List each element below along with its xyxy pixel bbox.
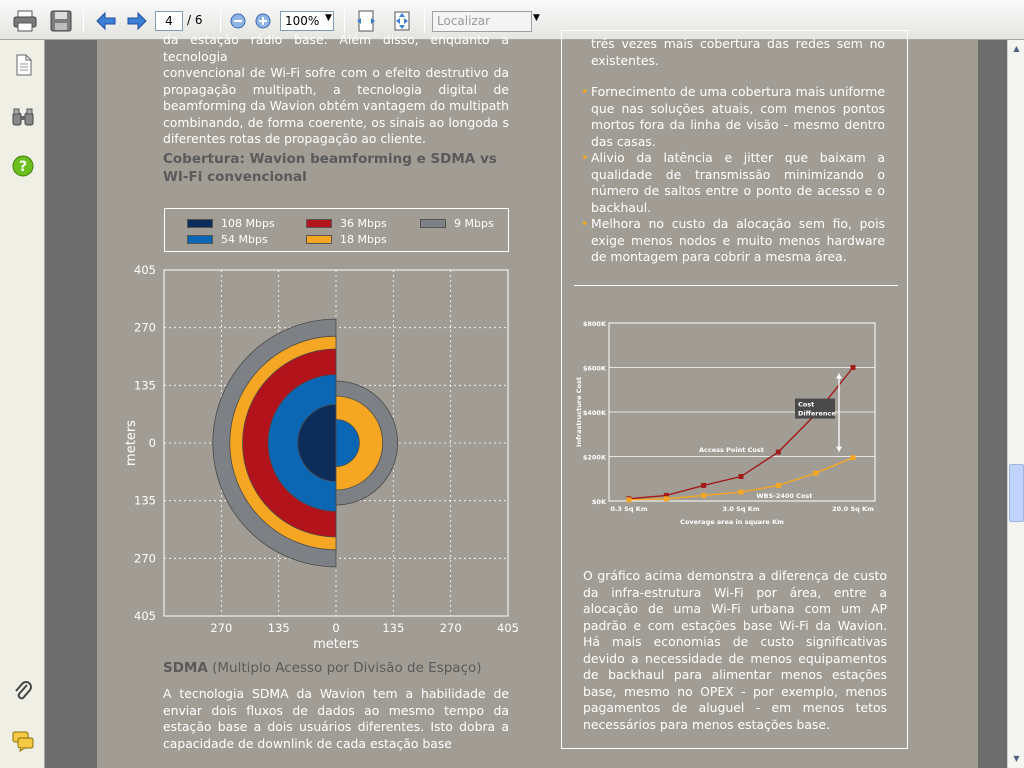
cost-y-tick-label: $800K — [582, 320, 606, 328]
y-tick-label: 270 — [134, 551, 156, 566]
fit-page-icon[interactable] — [389, 8, 415, 34]
arrow-head-bottom-icon — [836, 447, 842, 452]
coverage-rings — [213, 319, 398, 567]
bullet-dot-icon: • — [581, 216, 589, 231]
x-tick-label: 135 — [382, 621, 405, 635]
legend-swatch-18 — [306, 235, 332, 244]
search-input[interactable]: Localizar — [432, 11, 532, 32]
intro-rest: convencional de Wi-Fi sofre com o efeito destrutivo da propagação multipath, a tecnologia digital de beamforming da Wavion obtém vantagem do multipath combinando, de forma coerente, os sinais ao longoda s diferentes rotas de propagação ao cliente. — [163, 65, 509, 146]
cost-point — [739, 490, 744, 495]
cost-x-tick-label: 3.0 Sq Km — [722, 505, 760, 513]
top-line: três vezes mais cobertura das redes sem no existentes. — [591, 36, 885, 68]
bullet-text: Fornecimento de uma cobertura mais uniforme que nas soluções atuais, com menos pontos mortos fora da linha de visão - mesmo dentro das casas. — [591, 84, 885, 149]
search-binoculars-icon[interactable] — [10, 104, 36, 130]
x-tick-label: 405 — [497, 621, 519, 635]
page-number-input[interactable]: 4 — [155, 11, 183, 31]
y-tick-label: 0 — [148, 436, 156, 450]
intro-line: da estação rádio base. Além disso, enquanto a tecnologia — [163, 32, 509, 64]
legend-item — [420, 217, 494, 230]
cost-difference-label: Cost — [798, 400, 815, 409]
search-dropdown-icon[interactable]: ▼ — [533, 13, 540, 23]
bullet-item — [581, 150, 885, 216]
sdma-heading-bold: SDMA — [163, 660, 208, 676]
zoom-level-select[interactable]: 100% — [280, 11, 334, 31]
cost-x-axis-label: Coverage area in square Km — [680, 518, 784, 526]
legend-item — [187, 217, 275, 230]
y-tick-label: 135 — [134, 378, 156, 393]
document-background-right — [978, 40, 1007, 768]
access-point-cost-label: Access Point Cost — [699, 445, 764, 454]
bullet-dot-icon: • — [581, 150, 589, 165]
help-icon[interactable] — [10, 153, 36, 179]
cost-point — [776, 450, 781, 455]
document-background-left — [45, 40, 97, 768]
save-icon[interactable] — [48, 8, 74, 34]
intro-paragraph — [163, 32, 509, 148]
legend-item — [306, 233, 387, 246]
cost-labels — [575, 320, 874, 526]
bullet-dot-icon: • — [581, 84, 589, 99]
cost-y-axis-label: Infrastructure Cost — [575, 377, 583, 447]
bullet-text: Melhora no custo da alocação sem fio, pois exige menos nodos e muito menos hardware de montagem para cobrir a mesma área. — [591, 216, 885, 264]
cost-point — [851, 365, 856, 370]
bullet-item — [581, 84, 885, 150]
next-page-icon[interactable] — [124, 8, 150, 34]
pages-icon[interactable] — [10, 52, 36, 78]
vertical-scrollbar[interactable] — [1007, 40, 1024, 768]
cost-difference-label: Difference — [798, 409, 836, 418]
x-axis-label: meters — [313, 637, 359, 652]
y-tick-label: 405 — [134, 263, 156, 277]
attachment-icon[interactable] — [10, 678, 36, 704]
legend-label: 18 Mbps — [340, 233, 387, 246]
y-tick-label: 405 — [134, 609, 156, 623]
y-axis-label: meters — [124, 420, 139, 466]
cost-point — [739, 474, 744, 479]
fit-width-icon[interactable] — [353, 8, 379, 34]
coverage-chart — [124, 262, 527, 652]
cost-y-tick-label: $400K — [582, 409, 606, 417]
previous-page-icon[interactable] — [93, 8, 119, 34]
sdma-paragraph: A tecnologia SDMA da Wavion tem a habilidade de enviar dois fluxos de dados ao mesmo tempo da estação base a dois usuários diferentes. Isto dobra a capacidade de downlink de cada estação base — [163, 686, 509, 751]
scrollbar-thumb[interactable] — [1009, 464, 1024, 522]
cost-point — [776, 483, 781, 488]
zoom-in-icon[interactable] — [250, 8, 276, 34]
legend-item — [187, 233, 268, 246]
legend-swatch-54 — [187, 235, 213, 244]
sdma-heading — [163, 660, 482, 676]
zoom-out-icon[interactable] — [225, 8, 251, 34]
legend-swatch-108 — [187, 219, 213, 228]
legend-swatch-36 — [306, 219, 332, 228]
legend-item — [306, 217, 387, 230]
cost-y-tick-label: $0K — [591, 498, 606, 506]
legend-label: 108 Mbps — [221, 217, 275, 230]
page-total: / 6 — [187, 13, 203, 27]
comments-icon[interactable] — [10, 728, 36, 754]
wbs-cost-label: WBS-2400 Cost — [756, 492, 813, 500]
scroll-down-icon[interactable]: ▼ — [1013, 754, 1020, 763]
x-tick-label: 270 — [210, 621, 233, 635]
bullet-text: Alivio da latência e jitter que baixam a qualidade de transmissão minimizando o número de saltos entre o ponto de acesso e o backhaul. — [591, 150, 885, 215]
svg-text:?: ? — [18, 159, 28, 175]
legend-label: 9 Mbps — [454, 217, 494, 230]
coverage-legend — [164, 208, 509, 252]
y-tick-label: 135 — [134, 493, 156, 508]
cost-point — [627, 497, 632, 502]
y-tick-label: 270 — [134, 320, 156, 335]
cost-x-tick-label: 20.0 Sq Km — [832, 505, 874, 513]
cost-point — [664, 496, 669, 501]
cost-x-tick-label: 0.3 Sq Km — [610, 505, 648, 513]
sdma-heading-rest: (Multiplo Acesso por Divisão de Espaço) — [207, 660, 482, 676]
document-page — [97, 32, 978, 768]
x-tick-label: 270 — [439, 621, 462, 635]
cost-point — [701, 483, 706, 488]
cost-point — [701, 493, 706, 498]
x-tick-label: 0 — [332, 621, 340, 635]
cost-explanation-paragraph: O gráfico acima demonstra a diferença de custo da infra-estrutura Wi-Fi por área, entre a alocação de uma Wi-Fi urbana com um AP padrão e com estações base Wi-Fi da Wavion. Há mais economias de custo significativas devido a necessidade de menos equipamentos de backhaul para alimentar menos estações base, mesmo no OPEX - por exemplo, menos pagamentos de aluguel - em menos tetos necessários para menos estações base. — [583, 568, 887, 732]
scroll-up-icon[interactable]: ▲ — [1013, 44, 1020, 53]
legend-swatch-9 — [420, 219, 446, 228]
cost-chart — [569, 305, 899, 533]
x-tick-label: 135 — [267, 621, 290, 635]
cost-point — [851, 455, 856, 460]
coverage-chart-title: Cobertura: Wavion beamforming e SDMA vs WI-Fi convencional — [163, 151, 497, 185]
cost-y-tick-label: $600K — [582, 364, 606, 373]
zoom-dropdown-icon[interactable]: ▼ — [325, 13, 332, 23]
divider — [574, 285, 898, 286]
cost-point — [813, 471, 818, 476]
cost-series-line — [629, 368, 853, 499]
bullet-item — [581, 216, 885, 266]
legend-label: 36 Mbps — [340, 217, 387, 230]
cost-lines — [627, 365, 856, 502]
navigation-panel — [0, 40, 45, 768]
print-icon[interactable] — [12, 8, 38, 34]
cost-y-tick-label: $200K — [582, 453, 606, 462]
arrow-head-top-icon — [836, 374, 842, 379]
legend-label: 54 Mbps — [221, 233, 268, 246]
